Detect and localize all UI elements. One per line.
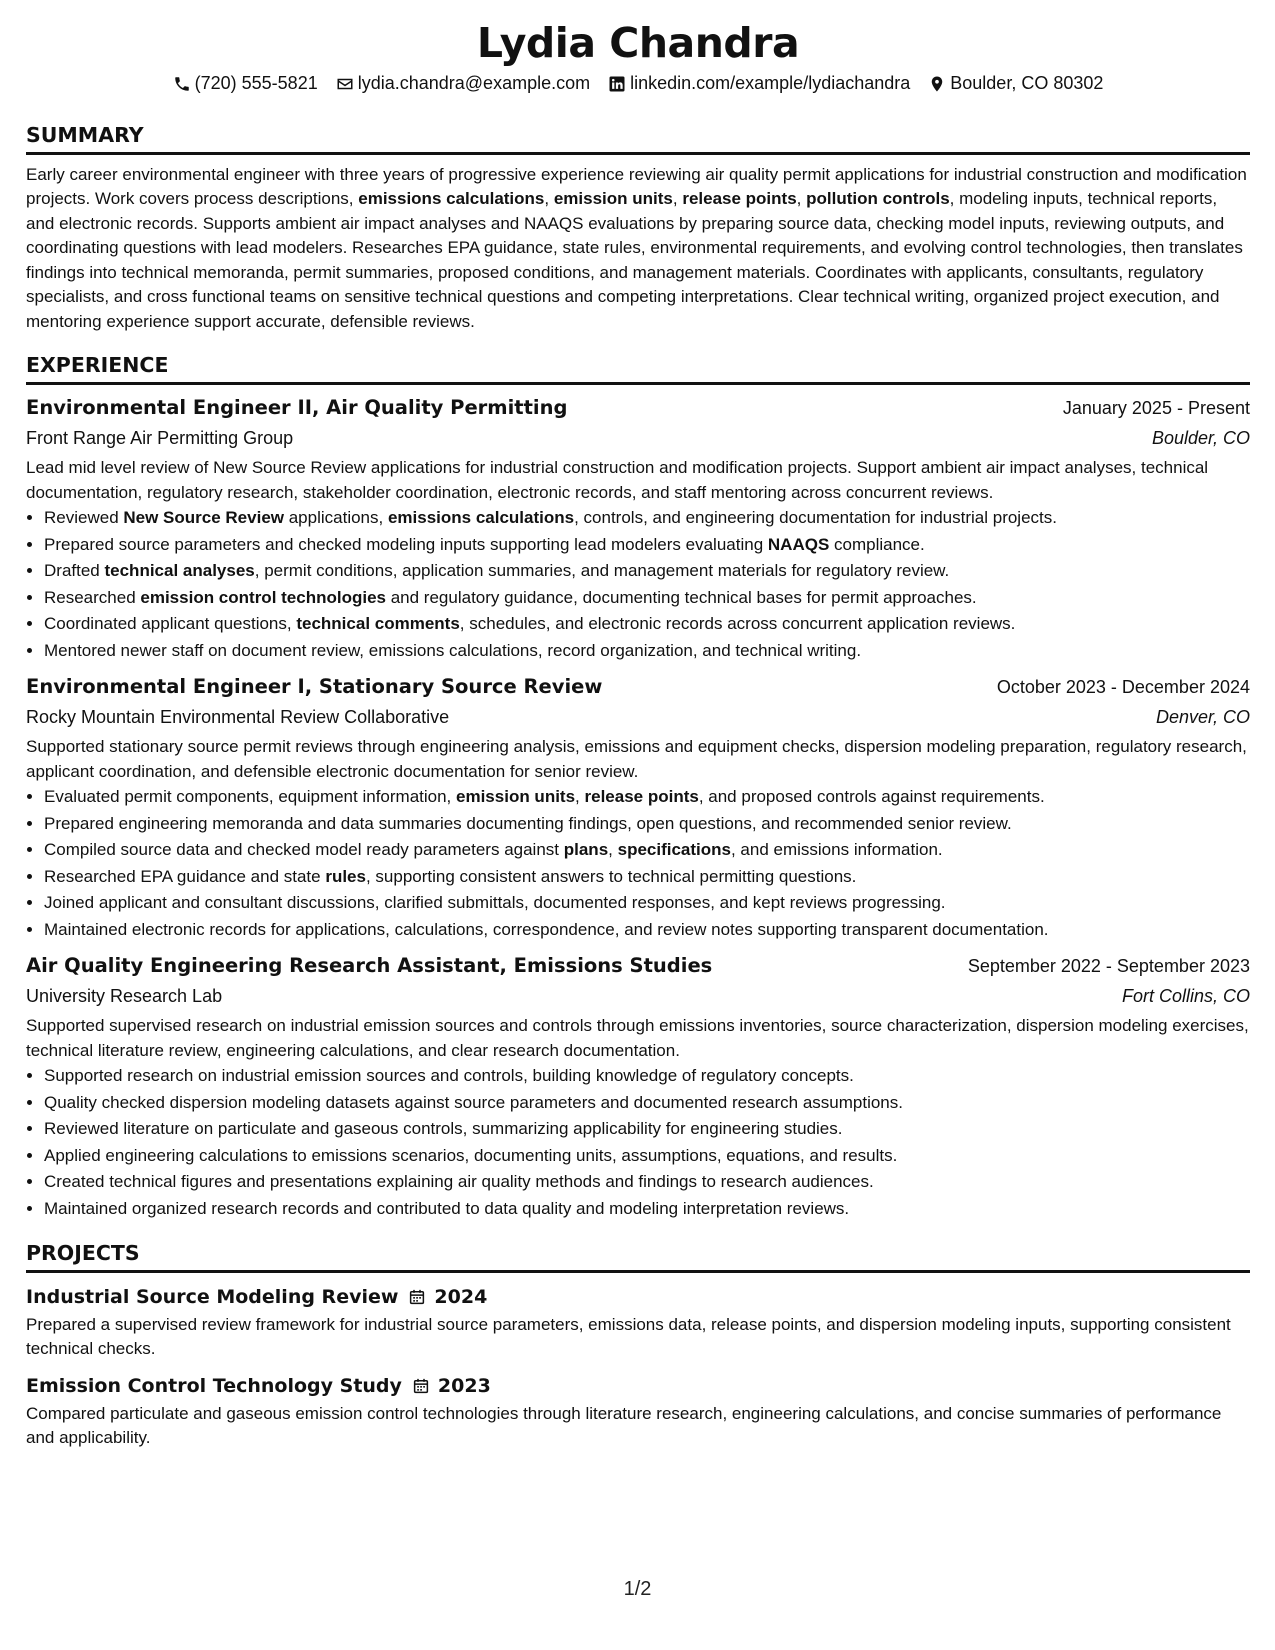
job-bullet bbox=[44, 837, 1250, 864]
envelope-icon bbox=[336, 75, 354, 93]
job-bullet bbox=[44, 1116, 1250, 1143]
bullet-keyword: plans bbox=[563, 840, 609, 860]
job-company: University Research Lab bbox=[26, 986, 223, 1007]
section-title-projects: PROJECTS bbox=[26, 1240, 1250, 1273]
job-bullet bbox=[44, 1169, 1250, 1196]
bullet-keyword: release points bbox=[584, 787, 699, 807]
contact-email[interactable] bbox=[336, 73, 590, 94]
bullet-segment: Compiled source data and checked model ready parameters against bbox=[44, 840, 564, 860]
project-title: Emission Control Technology Study bbox=[26, 1374, 402, 1397]
bullet-segment: , permit conditions, application summaries, and management materials for regulatory review. bbox=[254, 561, 950, 581]
job-bullet bbox=[44, 1090, 1250, 1117]
job-entry bbox=[26, 393, 1250, 664]
project-year bbox=[412, 1375, 491, 1397]
job-dates: October 2023 - December 2024 bbox=[996, 677, 1250, 698]
job-description: Supported stationary source permit reviews through engineering analysis, emissions and equipment checks, dispersion modeling preparation, regulatory research, applicant coordination, and defensible electronic documentation for senior review. bbox=[26, 737, 1247, 781]
bullet-segment: and regulatory guidance, documenting technical bases for permit approaches. bbox=[386, 587, 977, 607]
bullet-segment: compliance. bbox=[829, 534, 925, 554]
bullet-segment: Maintained organized research records and contributed to data quality and modeling interpretation reviews. bbox=[44, 1198, 850, 1218]
summary-text bbox=[26, 163, 1250, 335]
job-entry bbox=[26, 672, 1250, 943]
job-bullet bbox=[44, 890, 1250, 917]
bullet-segment: Mentored newer staff on document review, emissions calculations, record organization, and technical writing. bbox=[44, 640, 862, 660]
project-list bbox=[26, 1283, 1250, 1451]
bullet-segment: , controls, and engineering documentation for industrial projects. bbox=[574, 508, 1057, 528]
contact-linkedin[interactable] bbox=[608, 73, 910, 94]
bullet-keyword: NAAQS bbox=[767, 534, 830, 554]
bullet-keyword: emission units bbox=[456, 787, 576, 807]
job-header-row bbox=[26, 672, 1250, 702]
bullet-segment: , and emissions information. bbox=[730, 840, 943, 860]
job-title: Environmental Engineer I, Stationary Source Review bbox=[26, 675, 603, 699]
bullet-keyword: emissions calculations bbox=[387, 508, 575, 528]
bullet-segment: , bbox=[608, 840, 618, 860]
job-bullet bbox=[44, 864, 1250, 891]
job-subheader-row bbox=[26, 423, 1250, 453]
bullet-segment: Drafted bbox=[44, 561, 105, 581]
job-bullet-list bbox=[26, 1063, 1250, 1222]
job-title: Environmental Engineer II, Air Quality Permitting bbox=[26, 396, 568, 420]
bullet-segment: , and proposed controls against requirements. bbox=[698, 787, 1045, 807]
bullet-keyword: emission control technologies bbox=[140, 587, 386, 607]
page-number: 1/2 bbox=[623, 1578, 652, 1600]
project-entry bbox=[26, 1283, 1250, 1362]
job-dates: January 2025 - Present bbox=[1062, 398, 1250, 419]
bullet-keyword: New Source Review bbox=[123, 508, 284, 528]
summary-segment: , modeling inputs, technical reports, and electronic records. Supports ambient air impact analyses and NAAQS evaluations by preparing source data, checking model inputs, reviewing outputs, and coordinating questions with lead modelers. Researches EPA guidance, state rules, environmental requirements, and evolving control technologies, then translates findings into technical memoranda, permit summaries, proposed conditions, and management materials. Coordinates with applicants, consultants, regulatory specialists, and cross functional teams on sensitive technical questions and competing interpretations. Clear technical writing, organized project execution, and mentoring experience support accurate, defensible reviews. bbox=[26, 189, 1243, 331]
bullet-segment: Prepared engineering memoranda and data summaries documenting findings, open questions, and recommended senior review. bbox=[44, 813, 1012, 833]
job-entry bbox=[26, 951, 1250, 1222]
job-company: Front Range Air Permitting Group bbox=[26, 428, 294, 449]
bullet-segment: Evaluated permit components, equipment information, bbox=[44, 787, 457, 807]
bullet-segment: , schedules, and electronic records across concurrent application reviews. bbox=[459, 614, 1016, 634]
project-header bbox=[26, 1283, 1250, 1311]
project-year-text: 2023 bbox=[437, 1374, 491, 1397]
location-text: Boulder, CO 80302 bbox=[950, 73, 1104, 94]
linkedin-text: linkedin.com/example/lydiachandra bbox=[630, 73, 911, 94]
job-bullet bbox=[44, 585, 1250, 612]
contact-phone[interactable] bbox=[173, 73, 318, 94]
bullet-segment: , bbox=[575, 787, 585, 807]
bullet-segment: Reviewed literature on particulate and gaseous controls, summarizing applicability for engineering studies. bbox=[44, 1119, 843, 1139]
job-header-row bbox=[26, 393, 1250, 423]
job-bullet bbox=[44, 532, 1250, 559]
bullet-segment: Joined applicant and consultant discussions, clarified submittals, documented responses, and kept reviews progressing. bbox=[44, 893, 946, 913]
project-year-text: 2024 bbox=[434, 1285, 488, 1308]
job-location: Boulder, CO bbox=[1151, 428, 1250, 449]
summary-segment: , bbox=[796, 189, 807, 209]
job-bullet bbox=[44, 558, 1250, 585]
job-bullet bbox=[44, 1196, 1250, 1223]
summary-segment: , bbox=[544, 189, 554, 209]
phone-icon bbox=[173, 75, 191, 93]
bullet-keyword: technical comments bbox=[296, 614, 460, 634]
bullet-segment: applications, bbox=[284, 508, 388, 528]
summary-keyword: emission units bbox=[553, 189, 673, 209]
bullet-segment: Quality checked dispersion modeling datasets against source parameters and documented research assumptions. bbox=[44, 1092, 903, 1112]
summary-segment: , bbox=[672, 189, 683, 209]
job-bullet bbox=[44, 505, 1250, 532]
project-year bbox=[408, 1286, 487, 1308]
bullet-segment: Created technical figures and presentations explaining air quality methods and findings to research audiences. bbox=[44, 1172, 874, 1192]
bullet-keyword: specifications bbox=[617, 840, 731, 860]
bullet-segment: Supported research on industrial emission sources and controls, building knowledge of regulatory concepts. bbox=[44, 1066, 854, 1086]
job-description: Lead mid level review of New Source Review applications for industrial construction and modification projects. Support ambient air impact analyses, technical documentation, regulatory research, stakeholder coordination, electronic records, and staff mentoring across concurrent reviews. bbox=[26, 458, 1209, 502]
job-subheader-row bbox=[26, 981, 1250, 1011]
job-dates: September 2022 - September 2023 bbox=[967, 956, 1250, 977]
job-bullet bbox=[44, 611, 1250, 638]
job-bullet bbox=[44, 1143, 1250, 1170]
job-bullet bbox=[44, 917, 1250, 944]
map-pin-icon bbox=[928, 75, 946, 93]
calendar-icon bbox=[412, 1377, 430, 1395]
project-title: Industrial Source Modeling Review bbox=[26, 1285, 399, 1308]
summary-keyword: pollution controls bbox=[806, 189, 950, 209]
job-header-row bbox=[26, 951, 1250, 981]
job-company: Rocky Mountain Environmental Review Collaborative bbox=[26, 707, 450, 728]
job-bullet-list bbox=[26, 505, 1250, 664]
email-text: lydia.chandra@example.com bbox=[357, 73, 591, 94]
bullet-segment: Applied engineering calculations to emissions scenarios, documenting units, assumptions, equations, and results. bbox=[44, 1145, 898, 1165]
calendar-icon bbox=[408, 1288, 426, 1306]
job-description: Supported supervised research on industrial emission sources and controls through emissions inventories, source characterization, dispersion modeling exercises, technical literature review, engineering calculations, and clear research documentation. bbox=[26, 1016, 1249, 1060]
project-entry bbox=[26, 1372, 1250, 1451]
job-bullet bbox=[44, 784, 1250, 811]
candidate-name: Lydia Chandra bbox=[476, 19, 800, 67]
bullet-keyword: rules bbox=[325, 866, 366, 886]
phone-text: (720) 555-5821 bbox=[194, 73, 318, 94]
job-bullet bbox=[44, 811, 1250, 838]
summary-keyword: emissions calculations bbox=[358, 189, 545, 209]
bullet-segment: Maintained electronic records for applications, calculations, correspondence, and review notes supporting transparent documentation. bbox=[44, 919, 1049, 939]
resume-page bbox=[26, 18, 1250, 1451]
contact-location bbox=[928, 73, 1103, 94]
projects-section bbox=[26, 1240, 1250, 1451]
summary-segment: Early career environmental engineer with three years of progressive experience reviewing air quality permit applications for industrial construction and modification projects. Work covers process descriptions, bbox=[26, 164, 1247, 209]
job-bullet-list bbox=[26, 784, 1250, 943]
project-description: Compared particulate and gaseous emission control technologies through literature research, engineering calculations, and concise summaries of performance and applicability. bbox=[26, 1403, 1222, 1448]
job-location: Fort Collins, CO bbox=[1121, 986, 1250, 1007]
bullet-segment: Coordinated applicant questions, bbox=[44, 614, 297, 634]
contact-bar bbox=[26, 73, 1250, 94]
job-bullet bbox=[44, 638, 1250, 665]
linkedin-icon bbox=[608, 75, 626, 93]
job-list bbox=[26, 393, 1250, 1222]
summary-section bbox=[26, 122, 1250, 334]
section-title-summary: SUMMARY bbox=[26, 122, 1250, 155]
bullet-segment: Prepared source parameters and checked modeling inputs supporting lead modelers evaluating bbox=[44, 534, 768, 554]
bullet-segment: Reviewed bbox=[44, 508, 124, 528]
job-subheader-row bbox=[26, 702, 1250, 732]
section-title-experience: EXPERIENCE bbox=[26, 352, 1250, 385]
bullet-segment: Researched bbox=[44, 587, 141, 607]
bullet-keyword: technical analyses bbox=[104, 561, 255, 581]
bullet-segment: Researched EPA guidance and state bbox=[44, 866, 326, 886]
project-header bbox=[26, 1372, 1250, 1400]
bullet-segment: , supporting consistent answers to technical permitting questions. bbox=[365, 866, 857, 886]
experience-section bbox=[26, 352, 1250, 1222]
job-title: Air Quality Engineering Research Assistant, Emissions Studies bbox=[26, 954, 713, 978]
project-description: Prepared a supervised review framework for industrial source parameters, emissions data, release points, and dispersion modeling inputs, supporting consistent technical checks. bbox=[26, 1314, 1231, 1359]
job-location: Denver, CO bbox=[1155, 707, 1250, 728]
summary-keyword: release points bbox=[682, 189, 797, 209]
job-bullet bbox=[44, 1063, 1250, 1090]
